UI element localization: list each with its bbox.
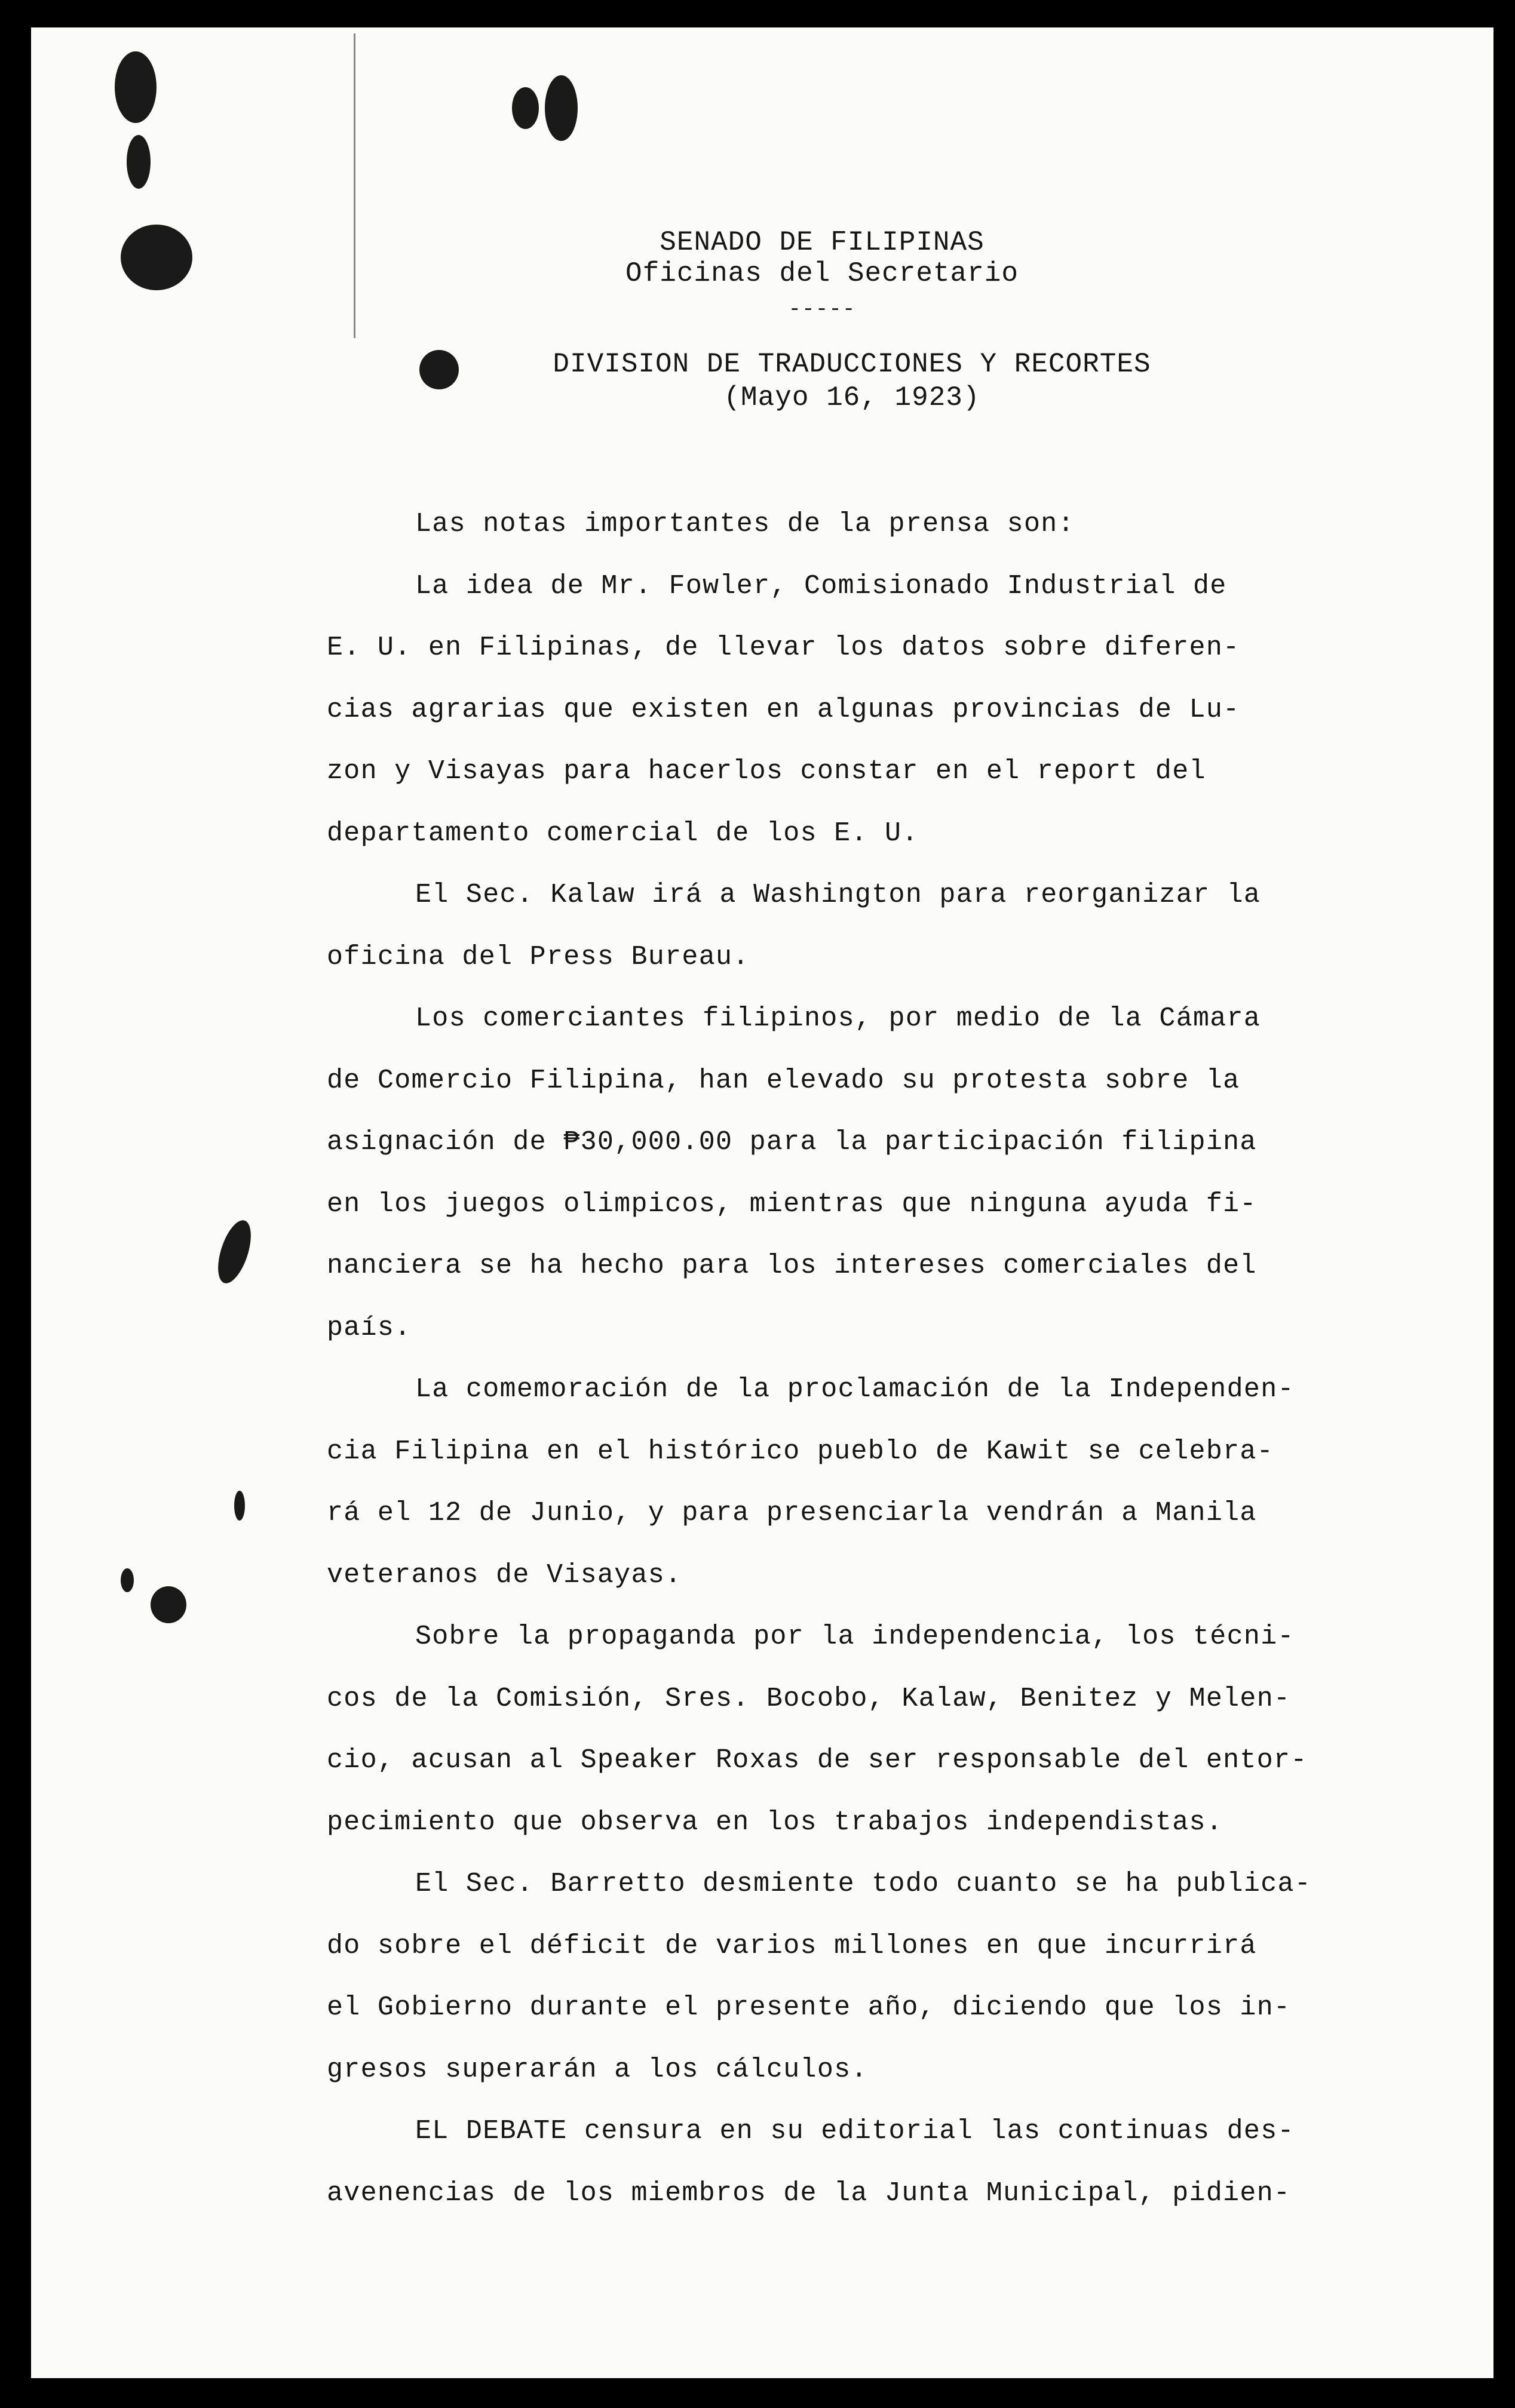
ink-blot: [115, 51, 157, 123]
header-division: DIVISION DE TRADUCCIONES Y RECORTES: [553, 349, 1151, 380]
text-line: EL DEBATE censura en su editorial las continuas des-: [415, 2116, 1295, 2146]
text-line: cos de la Comisión, Sres. Bocobo, Kalaw, Benitez y Melen-: [327, 1683, 1291, 1714]
text-line: en los juegos olimpicos, mientras que ninguna ayuda fi-: [327, 1188, 1257, 1220]
text-line: departamento comercial de los E. U.: [327, 818, 919, 849]
ink-blot: [127, 135, 151, 189]
text-line: gresos superarán a los cálculos.: [327, 2054, 868, 2085]
header-org: SENADO DE FILIPINAS: [660, 227, 985, 258]
text-line: zon y Visayas para hacerlos constar en el report del: [327, 756, 1206, 787]
text-line: pecimiento que observa en los trabajos independistas.: [327, 1807, 1223, 1838]
text-line: rá el 12 de Junio, y para presenciarla vendrán a Manila: [327, 1498, 1257, 1528]
document-body: [327, 493, 1396, 2224]
paragraph: [327, 1606, 1396, 1853]
text-line: La idea de Mr. Fowler, Comisionado Industrial de: [415, 570, 1227, 601]
text-line: do sobre el déficit de varios millones en que incurrirá: [327, 1930, 1257, 1961]
paragraph: [327, 2100, 1396, 2224]
text-line: Las notas importantes de la prensa son:: [415, 509, 1075, 539]
text-line: de Comercio Filipina, han elevado su protesta sobre la: [327, 1065, 1240, 1096]
text-line: veteranos de Visayas.: [327, 1559, 682, 1590]
paragraph: [327, 555, 1396, 865]
paragraph: [327, 1359, 1396, 1606]
text-line: el Gobierno durante el presente año, diciendo que los in-: [327, 1992, 1291, 2023]
paragraph: [327, 988, 1396, 1359]
text-line: Sobre la propaganda por la independencia, los técni-: [415, 1621, 1295, 1652]
paragraph: [327, 864, 1396, 988]
paragraph: [327, 1853, 1396, 2100]
text-line: avenencias de los miembros de la Junta Municipal, pidien-: [327, 2177, 1291, 2209]
header-date: (Mayo 16, 1923): [723, 382, 980, 413]
ink-blot: [121, 1568, 134, 1592]
text-line: país.: [327, 1312, 412, 1343]
text-line: El Sec. Kalaw irá a Washington para reorganizar la: [415, 880, 1261, 910]
paragraph: [327, 493, 1396, 555]
text-line: E. U. en Filipinas, de llevar los datos sobre diferen-: [327, 632, 1240, 663]
header-office: Oficinas del Secretario: [625, 258, 1019, 289]
ink-blot: [211, 1217, 257, 1288]
ink-blot: [512, 87, 539, 129]
document-page: [31, 27, 1493, 2378]
text-line: La comemoración de la proclamación de la Independen-: [415, 1374, 1295, 1405]
ink-blot: [545, 75, 578, 141]
text-line: El Sec. Barretto desmiente todo cuanto se ha publica-: [415, 1869, 1312, 1899]
header-rule: -----: [788, 297, 856, 321]
text-line: Los comerciantes filipinos, por medio de la Cámara: [415, 1003, 1261, 1034]
text-line: oficina del Press Bureau.: [327, 941, 750, 972]
text-line: cia Filipina en el histórico pueblo de Kawit se celebra-: [327, 1436, 1274, 1467]
text-line: cias agrarias que existen en algunas provincias de Lu-: [327, 694, 1240, 725]
text-line: cio, acusan al Speaker Roxas de ser responsable del entor-: [327, 1745, 1308, 1776]
ink-blot: [151, 1586, 186, 1623]
text-line: nanciera se ha hecho para los intereses comerciales del: [327, 1251, 1257, 1281]
text-line: asignación de ₱30,000.00 para la participación filipina: [327, 1127, 1257, 1157]
ink-blot: [234, 1491, 245, 1521]
